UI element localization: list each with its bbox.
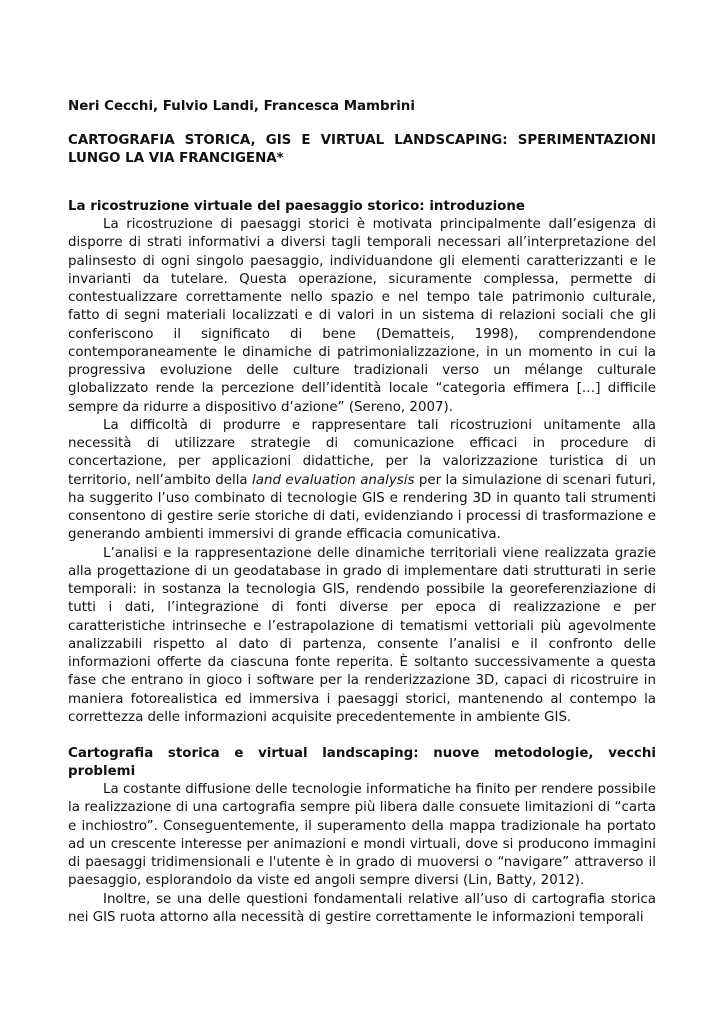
paper-title: CARTOGRAFIA STORICA, GIS E VIRTUAL LANDSCAPING: SPERIMENTAZIONI LUNGO LA VIA FRANCIGENA* — [68, 133, 656, 166]
paragraph: Inoltre, se una delle questioni fondamentali relative all’uso di cartografia storica nei GIS ruota attorno alla necessità di gestire correttamente le informazioni temporali — [68, 891, 656, 925]
section-heading-cartografia: Cartografia storica e virtual landscaping: nuove metodologie, vecchi problemi — [68, 746, 656, 779]
paragraph: L’analisi e la rappresentazione delle dinamiche territoriali viene realizzata grazie alla progettazione di un geodatabase in grado di implementare dati strutturati in serie temporali: in sostanza la tecnologia GIS, rendendo possibile la georeferenziazione di tutti i dati, l’integrazione di fonti diverse per epoca di realizzazione e per caratteristiche intrinseche e l’estrapolazione di tematismi vettoriali più agevolmente analizzabili rispetto al dato di partenza, consente l’analisi e il confronto delle informazioni offerte da ciascuna fonte reperita. È soltanto successivamente a questa fase che entrano in gioco i software per la renderizzazione 3D, capaci di ricostruire in maniera fotorealistica ed immersiva i paesaggi storici, mantenendo al contempo la correttezza delle informazioni acquisite precedentemente in ambiente GIS. — [68, 545, 656, 725]
italic-term: land evaluation analysis — [252, 472, 415, 488]
paragraph-text: per la simulazione di scenari futuri, ha suggerito l’uso combinato di tecnologie GIS e rendering 3D in quanto tali strumenti consentono di gestire serie storiche di dati, evidenziando i processi di trasformazione e generando ambienti immersivi di grande efficacia comunicativa. — [68, 472, 656, 543]
paragraph: La costante diffusione delle tecnologie informatiche ha finito per rendere possibile la realizzazione di una cartografia sempre più libera dalle consuete limitazioni di “carta e inchiostro”. Conseguentemente, il superamento della mappa tradizionale ha portato ad un crescente interesse per animazioni e mondi virtuali, dove si producono immagini di paesaggi tridimensionali e l'utente è in grado di muoversi o “navigare” attraverso il paesaggio, esplorandolo da viste ed angoli sempre diversi (Lin, Batty, 2012). — [68, 782, 656, 889]
section-heading-introduction: La ricostruzione virtuale del paesaggio storico: introduzione — [68, 199, 525, 214]
document-page — [68, 98, 656, 927]
paragraph: La ricostruzione di paesaggi storici è motivata principalmente dall’esigenza di disporre di strati informativi a diversi tagli temporali necessari all’interpretazione del palinsesto di ogni singolo paesaggio, individuandone gli elementi caratterizzanti e le invarianti da tutelare. Questa operazione, sicuramente complessa, permette di contestualizzare correttamente nello spazio e nel tempo tale patrimonio culturale, fatto di segni materiali localizzati e di valori in un sistema di relazioni sociali che gli conferiscono il significato di bene (Dematteis, 1998), comprendendone contemporaneamente le dinamiche di patrimonializzazione, in un momento in cui la progressiva evoluzione delle culture tradizionali verso un mélange culturale globalizzato rende la percezione dell’identità locale “categoria effimera […] difficile sempre da ridurre a dispositivo d’azione” (Sereno, 2007). — [68, 217, 656, 415]
authors: Neri Cecchi, Fulvio Landi, Francesca Mambrini — [68, 99, 415, 114]
paragraph-text: La difficoltà di produrre e rappresentare tali ricostruzioni unitamente alla necessità di utilizzare strategie di comunicazione efficaci in procedure di concertazione, per applicazioni didattiche, per la valorizzazione turistica di un territorio, nell’ambito della — [68, 417, 656, 488]
paragraph — [68, 417, 656, 545]
